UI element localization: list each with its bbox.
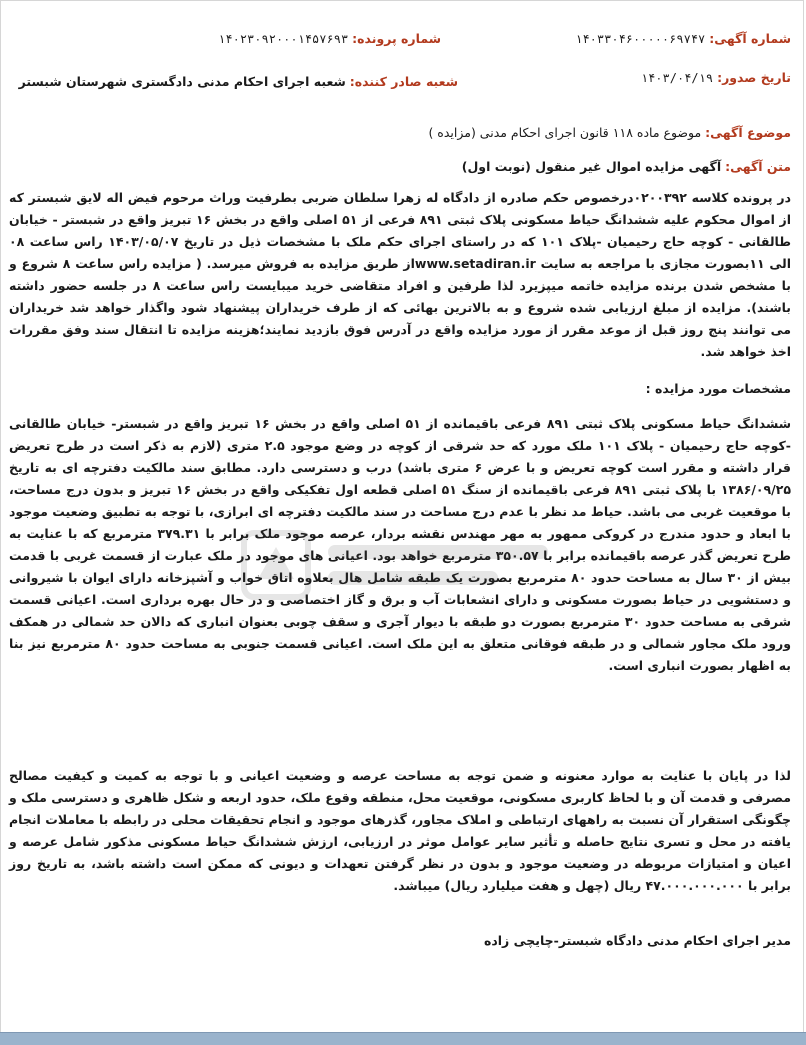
case-number-label: شماره پرونده: (352, 31, 441, 46)
subject-value: موضوع ماده ۱۱۸ قانون اجرای احکام مدنی (مزایده ) (428, 125, 702, 140)
ad-text-field (9, 159, 791, 174)
body-paragraph-1: در پرونده کلاسه ۰۲۰۰۳۹۲درخصوص حکم صادره از دادگاه له زهرا سلطان ضربی بطرفیت وراث مرحوم فیض اله لایق شبستر که از اموال محکوم علیه ششدانگ حیاط مسکونی پلاک ثبتی ۸۹۱ فرعی از ۵۱ اصلی واقع در بخش ۱۶ تبریز واقع در شبستر - خیابان طالقانی - کوچه حاج رحیمیان -پلاک ۱۰۱ که در راستای اجرای حکم ملک با مشخصات ذیل در تاریخ ۱۴۰۳/۰۵/۰۷ راس ساعت ۰۸ الی ۱۱بصورت مجازی با مراجعه به سایت www.setadiran.irاز طریق مزایده به فروش میرسد. ( مزایده راس ساعت ۸ شروع و با مشخص شدن برنده مزایده خاتمه میپزیرد لذا طرفین و افراد متقاضی خرید میبایست راس ساعت ۸ در جلسه حضور داشته باشند). مزایده از مبلغ ارزیابی شده شروع و به بالاترین بهائی که از طرف خریداران پیشنهاد شود واگذار خواهد شد خریداران می توانند پنج روز قبل از موعد مقرر از مورد مزایده واقع در آدرس فوق بازدید نمایند؛هزینه مزایده تا انتقال سند وفق مقررات اخذ خواهد شد. (9, 190, 792, 359)
body-paragraph-3: لذا در پایان با عنایت به موارد معنونه و ضمن توجه به مساحت عرصه و وضعیت اعیانی و با توجه به کمیت و کیفیت مصالح مصرفی و قدمت آن و با لحاظ کاربری مسکونی، موقعیت محل، منطقه وقوع ملک، حدود اربعه و شکل ظاهری و دسترسی ملک و چگونگی استقرار آن نسبت به راههای ارتباطی و املاک مجاور، گذرهای موجود و انجام تحقیقات محلی در رابطه با معاملات انجام یافته در محل و تسری نتایج حاصله و تأثیر سایر عوامل موثر در ارزیابی، ارزش ششدانگ حیاط مسکونی مذکور شامل عرصه و اعیان و امتیازات مربوطه در وضعیت موجود و بدون در نظر گرفتن تعهدات و دیونی که ممکن است داشته باشد، به تاریخ روز برابر با ۴۷.۰۰۰.۰۰۰.۰۰۰ ریال (چهل و هفت میلیارد ریال) میباشد. (9, 768, 791, 893)
issuer-value: شعبه اجرای احکام مدنی دادگستری شهرستان شبستر (18, 74, 346, 89)
ad-text-value: آگهی مزایده اموال غیر منقول (نوبت اول) (461, 159, 722, 174)
issuer-label: شعبه صادر کننده: (349, 74, 458, 89)
ad-number-field (575, 31, 791, 46)
bottom-bar (0, 1032, 806, 1045)
case-number-field (218, 31, 441, 46)
issue-date-field (641, 70, 791, 85)
case-number-value: ۱۴۰۲۳۰۹۲۰۰۰۱۴۵۷۶۹۳ (218, 32, 349, 46)
ad-text-label: متن آگهی: (725, 159, 791, 174)
ad-number-label: شماره آگهی: (709, 31, 791, 46)
issue-date-value: ۱۴۰۳/۰۴/۱۹ (640, 71, 714, 85)
subject-field (9, 125, 791, 140)
subject-label: موضوع آگهی: (705, 125, 791, 140)
body-paragraph-2: ششدانگ حیاط مسکونی پلاک ثبتی ۸۹۱ فرعی باقیمانده از ۵۱ اصلی واقع در بخش ۱۶ تبریز واقع در شبستر- خیابان طالقانی -کوچه حاج رحیمیان - پلاک ۱۰۱ ملک مورد که حد شرقی از کوچه در وضع موجود ۲.۵ متری (لازم به ذکر است در طرح تعریض قرار داشته و مقرر است کوچه تعریض و با عرض ۶ متری باشد) درب و دسترسی دارد. مطابق سند مالکیت دفترچه ای به تاریخ ۱۳۸۶/۰۹/۲۵ با پلاک ثبتی ۸۹۱ فرعی باقیمانده از سنگ ۵۱ اصلی قطعه اول تفکیکی واقع در بخش ۱۶ تبریز و بدون درج مساحت، با موقعیت غربی می باشد. حیاط مد نظر با عدم درج مساحت در سند مالکیت دفترچه ای ابرازی، با توجه به تطبیق وضعیت موجود با ابعاد و حدود مندرج در کروکی ممهور به مهر مهندس نقشه بردار، عرصه موجود ملک برابر با ۳۷۹.۳۱ مترمربع که با عنایت به طرح تعریض گذر عرصه باقیمانده برابر با ۳۵۰.۵۷ مترمربع خواهد بود. اعیانی های موجود در ملک عبارت از قسمت غربی با قدمت بیش از ۳۰ سال به مساحت حدود ۸۰ مترمربع بصورت یک طبقه شامل هال بعلاوه اتاق خواب و آشپزخانه دارای ایوان با شیروانی و دستشویی در حیاط بصورت مسکونی و دارای انشعابات آب و برق و گاز اختصاصی و در حال بهره برداری است. اعیانی قسمت شرقی به مساحت حدود ۳۰ مترمربع بصورت دو طبقه با دیوار آجری و سقف چوبی بعنوان انباری که دالان حد شمالی در همکف ورود ملک مجاور شمالی و در طبقه فوقانی متعلق به این ملک است. اعیانی قسمت جنوبی به مساحت حدود ۸۰ مترمربع نیز بنا به اظهار بصورت انباری است. (9, 416, 792, 673)
issuer-field (19, 74, 458, 89)
specs-heading: مشخصات مورد مزایده : (645, 381, 791, 396)
issue-date-label: تاریخ صدور: (717, 70, 791, 85)
signature: مدیر اجرای احکام مدنی دادگاه شبستر-چایچی زاده (483, 933, 791, 948)
ad-number-value: ۱۴۰۳۳۰۴۶۰۰۰۰۰۶۹۷۴۷ (575, 32, 706, 46)
